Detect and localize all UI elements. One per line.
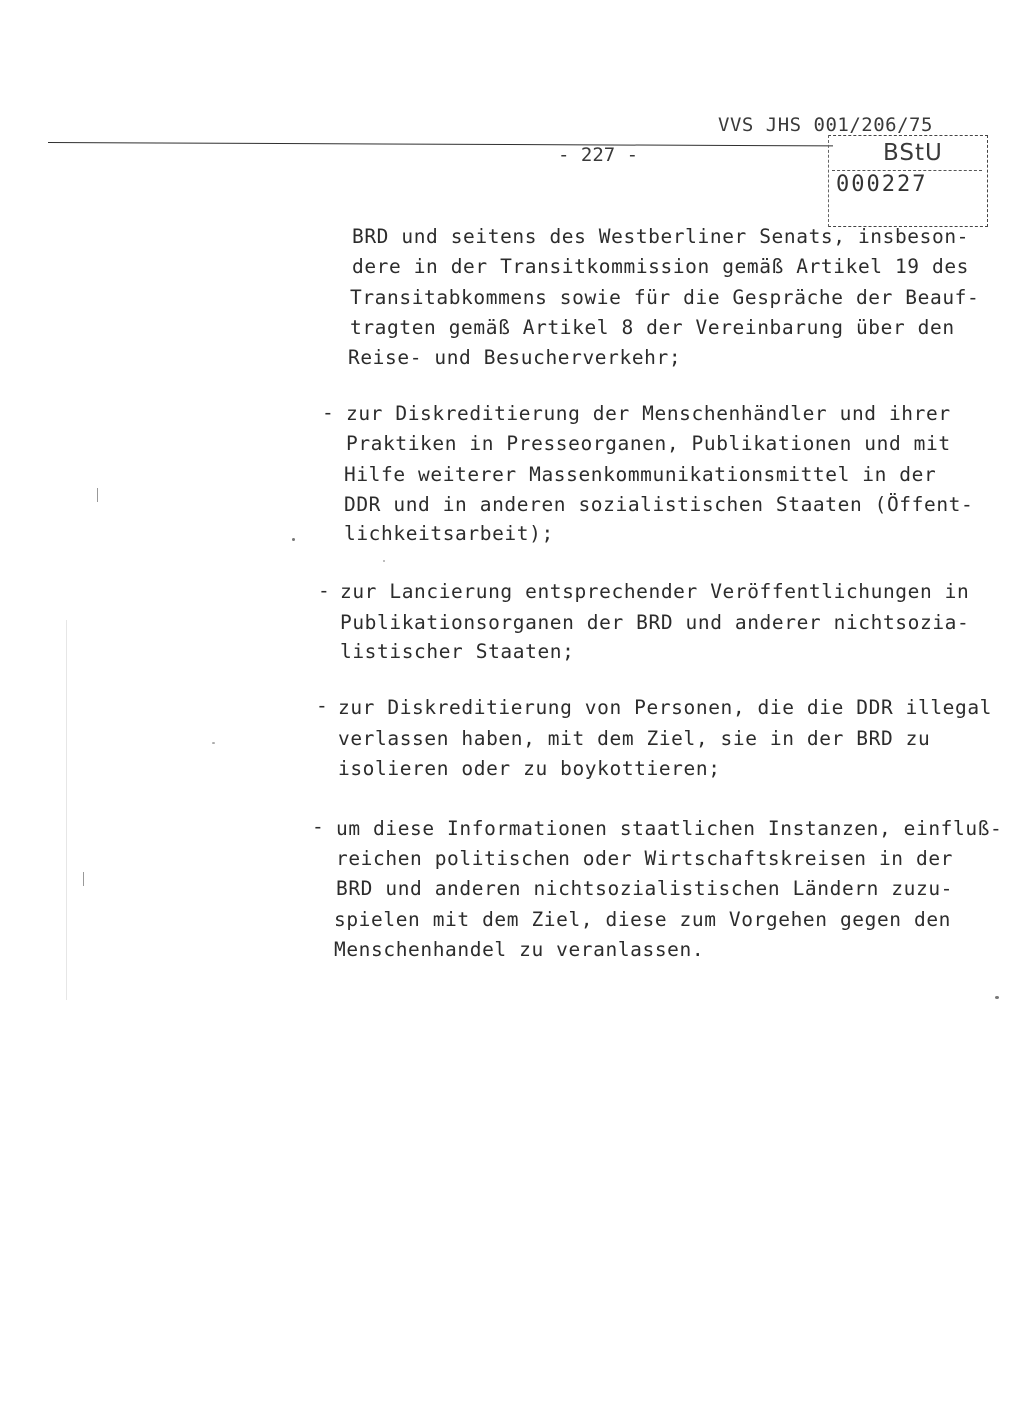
text-line: verlassen haben, mit dem Ziel, sie in der BRD zu [338, 727, 931, 750]
text-line: BRD und anderen nichtsozialistischen Ländern zuzu- [336, 877, 953, 900]
text-line: Praktiken in Presseorganen, Publikationen und mit [346, 432, 951, 455]
text-line: Transitabkommens sowie für die Gespräche der Beauf- [350, 286, 980, 309]
list-bullet: - [318, 579, 330, 602]
text-line: isolieren oder zu boykottieren; [338, 757, 721, 780]
text-line: dere in der Transitkommission gemäß Artikel 19 des [352, 255, 969, 278]
page-number: - 227 - [558, 144, 639, 166]
text-line: DDR und in anderen sozialistischen Staaten (Öffent- [344, 493, 974, 516]
stamp-number: 000227 [836, 172, 928, 197]
list-bullet: - [312, 815, 324, 838]
text-line: lichkeitsarbeit); [344, 522, 554, 545]
text-line: zur Diskreditierung der Menschenhändler und ihrer [346, 402, 951, 425]
text-line: reichen politischen oder Wirtschaftskreisen in der [336, 847, 953, 870]
header-rule [48, 142, 833, 146]
scan-speck [995, 996, 999, 999]
scan-speck [292, 538, 295, 541]
stamp-brand: BStU [883, 140, 943, 166]
text-line: Menschenhandel zu veranlassen. [334, 938, 705, 961]
text-line: Reise- und Besucherverkehr; [348, 346, 682, 369]
reference-number: VVS JHS 001/206/75 [718, 114, 933, 136]
text-line: Publikationsorganen der BRD und anderer nichtsozia- [340, 611, 970, 634]
scan-speck [383, 560, 385, 562]
list-bullet: - [316, 694, 328, 717]
text-line: BRD und seitens des Westberliner Senats, insbeson- [352, 225, 969, 248]
list-bullet: - [322, 401, 334, 424]
text-line: Hilfe weiterer Massenkommunikationsmittel in der [344, 463, 937, 486]
text-line: listischer Staaten; [340, 640, 575, 663]
text-line: um diese Informationen staatlichen Instanzen, einfluß- [336, 817, 1003, 840]
scan-edge [66, 620, 67, 1000]
text-line: zur Lancierung entsprechender Veröffentlichungen in [340, 580, 970, 603]
scan-mark [97, 488, 98, 502]
text-line: tragten gemäß Artikel 8 der Vereinbarung über den [350, 316, 955, 339]
text-line: spielen mit dem Ziel, diese zum Vorgehen gegen den [334, 908, 951, 931]
text-line: zur Diskreditierung von Personen, die die DDR illegal [338, 696, 993, 719]
scan-speck [212, 742, 215, 744]
stamp-divider [832, 170, 982, 171]
scan-mark [83, 872, 84, 886]
